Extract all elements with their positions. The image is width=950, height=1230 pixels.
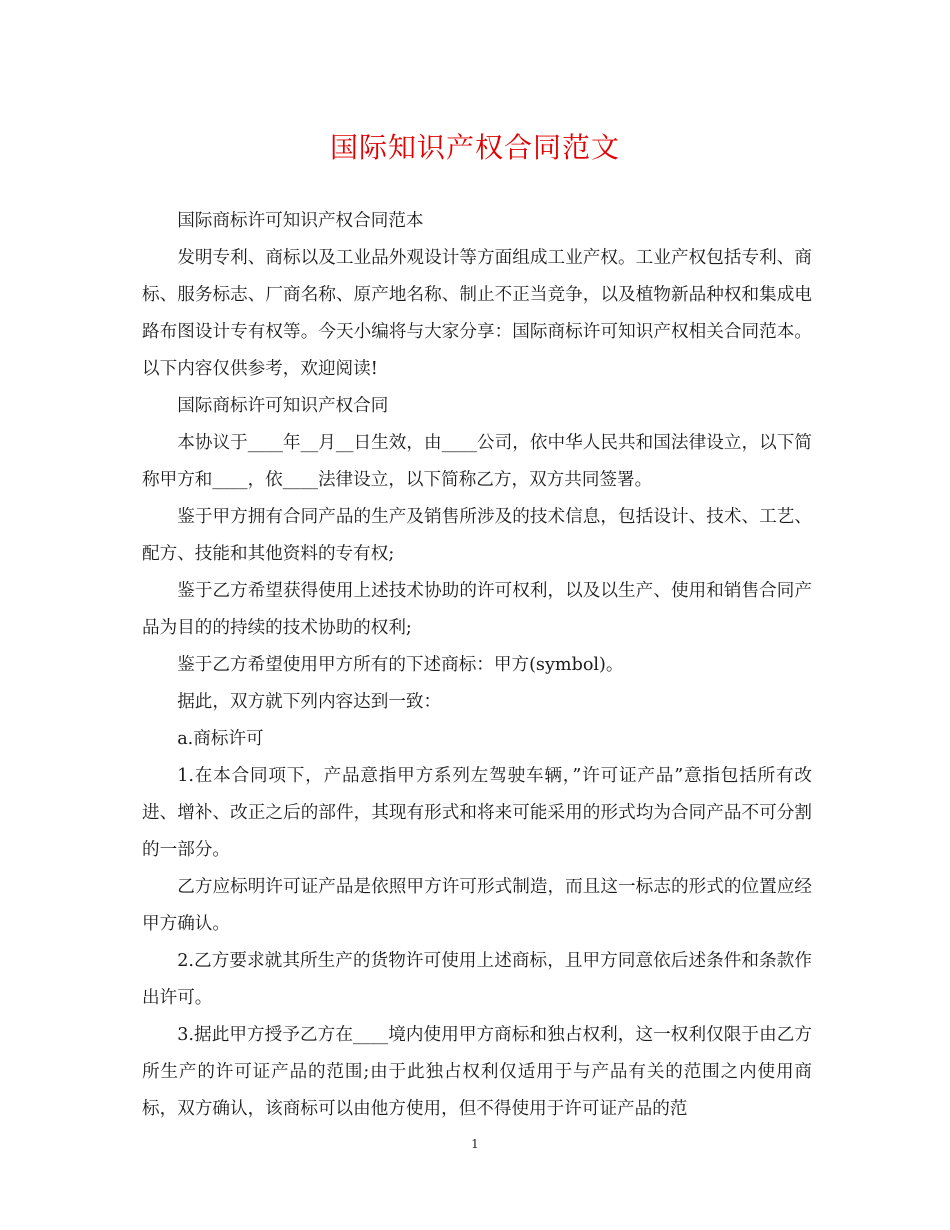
page-number: 1: [471, 1137, 479, 1151]
paragraph: a.商标许可: [177, 729, 264, 749]
document-title: 国际知识产权合同范文: [329, 131, 620, 164]
paragraph: 3.据此甲方授予乙方在____境内使用甲方商标和独占权利，这一权利仅限于由乙方所生产的许可证产品的范围;由于此独占权利仅适用于与产品有关的范围之内使用商标，双方确认，该商标可以由他方使用，但不得使用于许可证产品的范: [142, 1025, 812, 1119]
paragraph: 2.乙方要求就其所生产的货物许可使用上述商标，且甲方同意依后述条件和条款作出许可。: [142, 951, 812, 1008]
paragraph: 鉴于乙方希望使用甲方所有的下述商标：甲方(symbol)。: [177, 655, 624, 675]
paragraph: 本协议于____年__月__日生效，由____公司，依中华人民共和国法律设立，以下简称甲方和____，依____法律设立，以下简称乙方，双方共同签署。: [142, 433, 812, 490]
paragraph: 国际商标许可知识产权合同范本: [177, 211, 424, 231]
paragraph: 据此，双方就下列内容达到一致：: [177, 692, 442, 712]
paragraph: 鉴于甲方拥有合同产品的生产及销售所涉及的技术信息，包括设计、技术、工艺、配方、技能和其他资料的专有权;: [142, 507, 812, 564]
paragraph: 发明专利、商标以及工业品外观设计等方面组成工业产权。工业产权包括专利、商标、服务标志、厂商名称、原产地名称、制止不正当竞争，以及植物新品种权和集成电路布图设计专有权等。今天小编将与大家分享：国际商标许可知识产权相关合同范本。以下内容仅供参考，欢迎阅读!: [142, 248, 812, 379]
paragraph: 国际商标许可知识产权合同: [177, 396, 389, 416]
document-body: [142, 203, 812, 1128]
paragraph: 鉴于乙方希望获得使用上述技术协助的许可权利，以及以生产、使用和销售合同产品为目的的持续的技术协助的权利;: [142, 581, 812, 638]
paragraph: 乙方应标明许可证产品是依照甲方许可形式制造，而且这一标志的形式的位置应经甲方确认。: [142, 877, 812, 934]
paragraph: 1.在本合同项下，产品意指甲方系列左驾驶车辆，”许可证产品”意指包括所有改进、增补、改正之后的部件，其现有形式和将来可能采用的形式均为合同产品不可分割的一部分。: [142, 766, 812, 860]
